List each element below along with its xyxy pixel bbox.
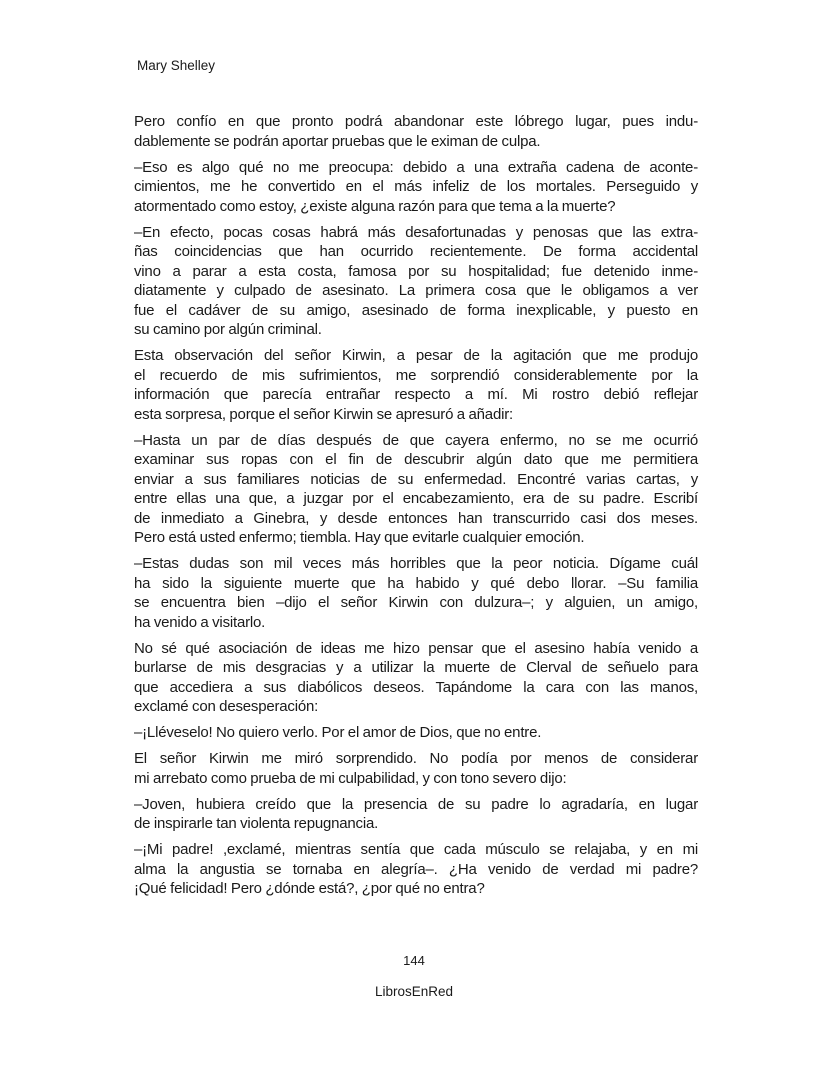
publisher-footer: LibrosEnRed [374,984,454,999]
text-line: de inmediato a Ginebra, y desde entonces han transcurrido casi dos meses. [134,509,698,527]
text-line: mi arrebato como prueba de mi culpabilidad, y con tono severo dijo: [134,769,567,787]
running-header-author: Mary Shelley [137,58,216,73]
text-line: examinar sus ropas con el fin de descubrir algún dato que me permitiera [134,451,698,468]
text-line: –Eso es algo qué no me preocupa: debido a una extraña cadena de aconte- [134,158,698,176]
text-line: que accediera a sus diabólicos deseos. Tapándome la cara con las manos, [134,678,698,696]
text-line: Pero está usted enfermo; tiembla. Hay que evitarle cualquier emoción. [134,529,585,546]
text-line: Esta observación del señor Kirwin, a pesar de la agitación que me produjo [134,347,698,364]
text-line: No sé qué asociación de ideas me hizo pensar que el asesino había venido a [134,639,698,657]
text-line: el recuerdo de mis sufrimientos, me sorprendió considerablemente por la [134,366,698,384]
body-text [134,112,698,905]
paragraph [134,346,698,424]
paragraph [134,723,698,743]
text-line: información que parecía entrañar respecto a mí. Mi rostro debió reflejar [134,386,698,403]
text-line: burlarse de mis desgracias y a utilizar la muerte de Clerval de señuelo para [134,659,698,676]
text-line: –¡Mi padre! ,exclamé, mientras sentía que cada músculo se relajaba, y en mi [134,841,698,858]
text-line: –¡Lléveselo! No quiero verlo. Por el amor de Dios, que no entre. [134,724,542,741]
text-line: ha venido a visitarlo. [134,613,266,631]
text-line: de inspirarle tan violenta repugnancia. [134,815,379,832]
paragraph [134,554,698,632]
text-line: –En efecto, pocas cosas habrá más desafortunadas y penosas que las extra- [134,223,698,241]
text-line: Pero confío en que pronto podrá abandonar este lóbrego lugar, pues indu- [134,113,698,130]
text-line: enviar a sus familiares noticias de su enfermedad. Encontré varias cartas, y [134,470,698,488]
text-line: alma la angustia se tornaba en alegría–. ¿Ha venido de verdad mi padre? [134,860,698,878]
text-line: atormentado como estoy, ¿existe alguna razón para que tema a la muerte? [134,197,616,215]
paragraph [134,795,698,834]
text-line: diatamente y culpado de asesinato. La primera cosa que le obligamos a ver [134,282,698,299]
paragraph [134,223,698,340]
paragraph [134,431,698,548]
text-line: ñas coincidencias que han ocurrido recientemente. De forma accidental [134,243,698,260]
text-line: vino a parar a esta costa, famosa por su hospitalidad; fue detenido inme- [134,262,698,280]
text-line: exclamé con desesperación: [134,698,319,715]
text-line: esta sorpresa, porque el señor Kirwin se apresuró a añadir: [134,405,513,423]
paragraph [134,112,698,151]
paragraph [134,639,698,717]
text-line: cimientos, me he convertido en el más infeliz de los mortales. Perseguido y [134,178,698,195]
text-line: dablemente se podrán aportar pruebas que le eximan de culpa. [134,132,541,150]
text-line: ha sido la siguiente muerte que ha habido y qué debo llorar. –Su familia [134,574,698,592]
text-line: –Joven, hubiera creído que la presencia de su padre lo agradaría, en lugar [134,795,698,813]
text-line: su camino por algún criminal. [134,321,322,338]
paragraph [134,840,698,899]
text-line: ¡Qué felicidad! Pero ¿dónde está?, ¿por qué no entra? [134,880,485,897]
text-line: se encuentra bien –dijo el señor Kirwin con dulzura–; y alguien, un amigo, [134,594,698,611]
text-line: fue el cadáver de su amigo, asesinado de forma inexplicable, y puesto en [134,301,698,319]
text-line: –Hasta un par de días después de que cayera enfermo, no se me ocurrió [134,431,698,449]
text-line: –Estas dudas son mil veces más horribles que la peor noticia. Dígame cuál [134,555,698,572]
page-number: 144 [403,953,425,968]
paragraph [134,158,698,217]
text-line: El señor Kirwin me miró sorprendido. No podía por menos de considerar [134,750,698,767]
text-line: entre ellas una que, a juzgar por el encabezamiento, era de su padre. Escribí [134,490,698,507]
paragraph [134,749,698,788]
